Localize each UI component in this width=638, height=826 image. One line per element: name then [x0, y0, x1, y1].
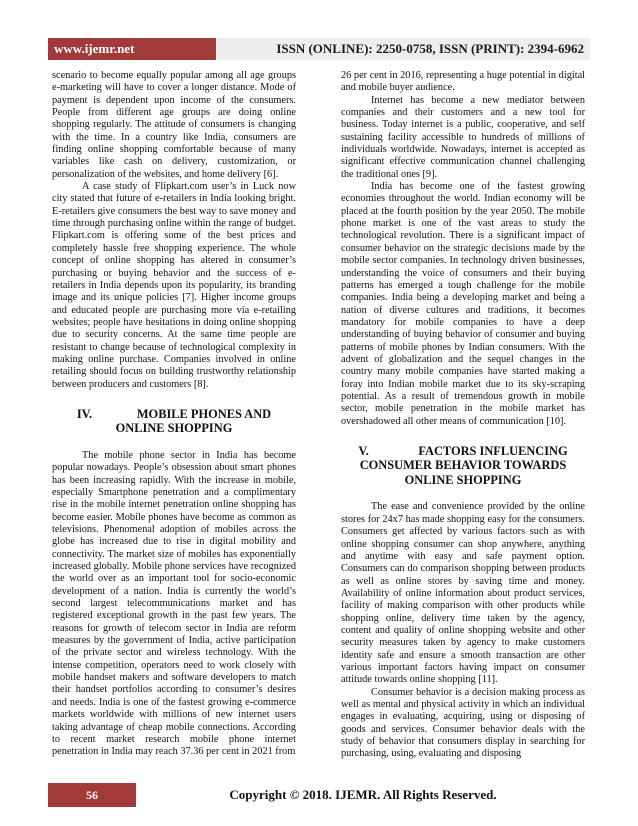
issn-label: ISSN (ONLINE): 2250-0758, ISSN (PRINT): 2394-6962: [216, 38, 590, 60]
section-heading-v: [341, 444, 585, 488]
section-title: MOBILE PHONES AND ONLINE SHOPPING: [115, 406, 272, 436]
paragraph: A case study of Flipkart.com user’s in Luck now city stated that future of e-retailers in India looking bright. E-retailers give consumers the best way to save money and time through purchasing online within the range of budget. Flipkart.com is offering some of the best prices and completely hassle free shopping experience. The whole concept of online shopping has altered in consumer’s purchasing or buying behavior and the success of e-retailers in India depends upon its popularity, its branding image and its unique policies [7]. Higher income groups and educated people are purchasing more via e-retailing websites; people have hesitations in doing online shopping due to security concerns. At the same time people are resistant to change because of technological complexity in making online purchase. Companies involved in online retailing should focus on building trustworthy relationship between producers and customers [8].: [52, 181, 296, 390]
section-number: V.: [358, 443, 369, 458]
paragraph: scenario to become equally popular among all age groups e-marketing will have to cover a longer distance. Mode of payment is dependent upon income of the consumers. People from different age groups are doing online shopping regularly. The attitude of consumers is changing with the time. In a country like India, consumers are finding online shopping comfortable because of many variables like cash on delivery, customization, or personalization of the websites, and home delivery [6].: [52, 70, 296, 180]
left-column: [52, 70, 296, 759]
paragraph: Consumer behavior is a decision making process as well as mental and physical activity in which an individual engages in evaluating, acquiring, using or disposing of goods and services. Consumer behavior deals with the study of behavior that consumers display in searching for purchasing, using, evaluating and disposing: [341, 686, 585, 760]
copyright-notice: Copyright © 2018. IJEMR. All Rights Reserved.: [229, 787, 497, 802]
paragraph: The ease and convenience provided by the online stores for 24x7 has made shopping easy for the consumers. Consumers get affected by various factors such as with online shopping consumer can shop anywhere, anything and anytime with easy and safe payment option. Consumers can do comparison shopping between products as well as online stores by saving time and money. Availability of online information about product services, facility of making comparison with other products while shopping online, delivery time taken by the agency, content and quality of online shopping website and other security measures taken by agency to make customers identity safe and ensure a smooth transaction are other various important factors having impact on consumer attitude towards online shopping [11].: [341, 501, 585, 686]
paragraph: India has become one of the fastest growing economies throughout the world. Indian economy will be placed at the fourth position by the year 2050. The mobile phone market is one of the vast areas to study the technological revolution. There is a significant impact of consumer behavior on the strategic decisions made by the mobile sector companies. In technology driven businesses, understanding the voice of consumers and their buying patterns has emerged a tough challenge for the mobile companies. India being a developing market and being a nation of diverse cultures and traditions, it becomes mandatory for mobile companies to have a deep understanding of buying behavior of consumer and buying patterns of mobile phones by Indian consumers. With the advent of globalization and the sequel changes in the country many mobile companies have started making a foray into Indian mobile market due to its sky-scraping potential. As a result of tremendous growth in mobile sector, mobile penetration in the mobile market has overshadowed all other means of communication [10].: [341, 181, 585, 427]
page-number: 56: [48, 783, 136, 807]
page-header: [48, 38, 590, 60]
section-heading-iv: [52, 407, 296, 436]
paragraph: The mobile phone sector in India has become popular nowadays. People’s obsession about smart phones has been increasing rapidly. With the increase in mobile, especially Smartphone penetration and a complimentary rise in the mobile internet penetration online shopping has become easier. Mobile phones have become as common as televisions. Phenomenal adoption of mobiles across the globe has increased due to rise in digital mobility and connectivity. The market size of mobiles has exponentially increased globally. Mobile phone services have recognized the world over as an important tool for socio-economic development of a nation. India is currently the world’s second largest telecommunications market and has registered exceptional growth in the past few years. The reasons for growth of telecom sector in India are reform measures by the government of India, active participation of the private sector and wireless technology. With the intense competition, operators need to work closely with mobile handset makers and software developers to match their handset portfolios according to consumer’s desires and needs. India is one of the fastest growing e-commerce markets worldwide with millions of new internet users taking advantage of cheap mobile connections. According to recent market research mobile phone internet penetration in India may reach 37.36 per cent in 2021 from: [52, 449, 296, 758]
journal-website[interactable]: www.ijemr.net: [48, 38, 216, 60]
right-column: [341, 70, 585, 761]
paragraph: Internet has become a new mediator between companies and their customers and a new tool for business. Today internet is a public, cooperative, and self sustaining facility accessible to hundreds of millions of individuals worldwide. Nowadays, internet is accepted as significant effective communication channel challenging the traditional ones [9].: [341, 94, 585, 180]
page-footer: [48, 783, 590, 807]
paragraph: 26 per cent in 2016, representing a huge potential in digital and mobile buyer audience.: [341, 70, 585, 94]
section-title: FACTORS INFLUENCING CONSUMER BEHAVIOR TOWARDS ONLINE SHOPPING: [359, 443, 568, 487]
section-number: IV.: [76, 406, 93, 421]
